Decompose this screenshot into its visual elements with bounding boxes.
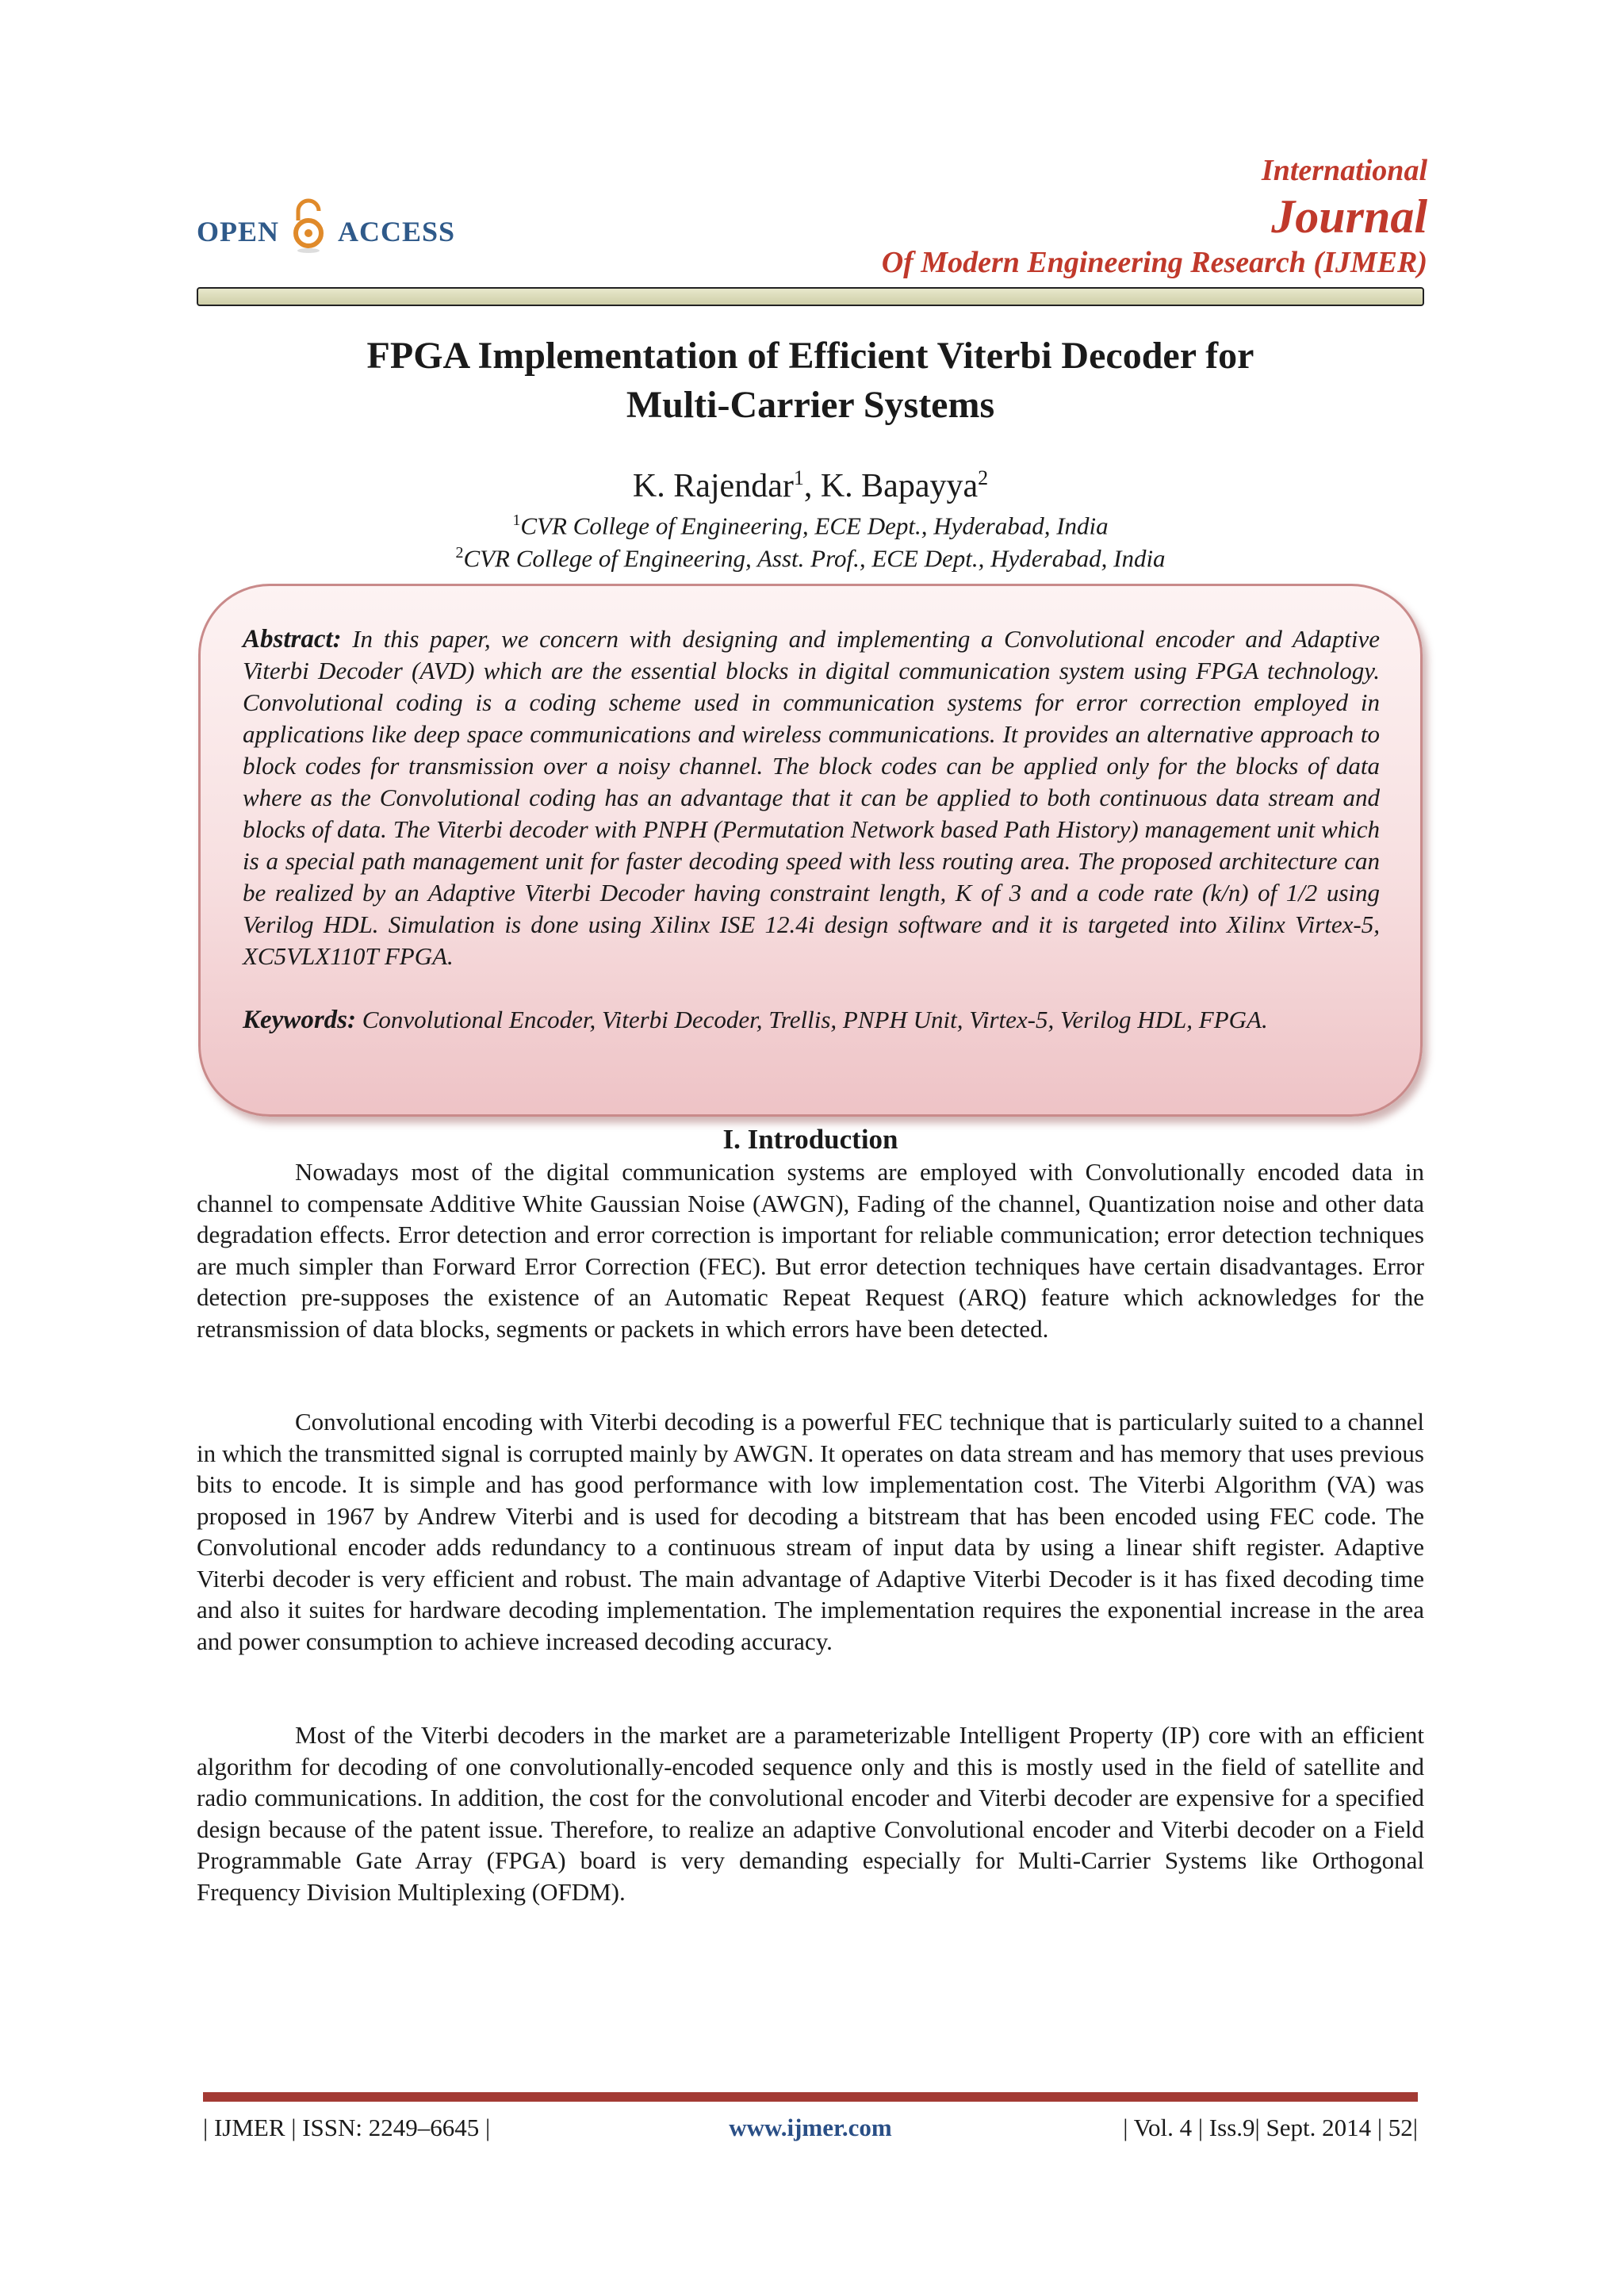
open-access-word-access: ACCESS <box>338 216 456 247</box>
section-heading-introduction: I. Introduction <box>722 1124 898 1155</box>
affiliation-1-mark: 1 <box>512 512 521 529</box>
body-paragraph-2: Convolutional encoding with Viterbi decoding is a powerful FEC technique that is particularly suited to a channel in which the transmitted signal is corrupted mainly by AWGN. It operates on data stream and has memory that uses previous bits to encode. It is simple and has good performance with low implementation cost. The Viterbi Algorithm (VA) was proposed in 1967 by Andrew Viterbi and is used for decoding a bitstream that has been encoded using FEC code. The Convolutional encoder adds redundancy to a continuous stream of input data by using a linear shift register. Adaptive Viterbi decoder is very efficient and robust. The main advantage of Adaptive Viterbi Decoder is it has fixed decoding time and also it suites for hardware decoding implementation. The implementation requires the exponential increase in the area and power consumption to achieve increased decoding accuracy. <box>197 1408 1424 1655</box>
author-1-affil-mark: 1 <box>793 466 804 489</box>
affiliation-1-text: CVR College of Engineering, ECE Dept., Hyderabad, India <box>520 512 1109 540</box>
keywords-label: Keywords: <box>243 1006 356 1034</box>
open-access-word-open: OPEN <box>197 216 280 247</box>
body-paragraph-1: Nowadays most of the digital communication systems are employed with Convolutionally encoded data in channel to compensate Additive White Gaussian Noise (AWGN), Fading of the channel, Quantization noise and other data degradation effects. Error detection and error correction is important for reliable communication; error detection techniques are much simpler than Forward Error Correction (FEC). But error detection techniques have certain disadvantages. Error detection pre-supposes the existence of an Automatic Repeat Request (ARQ) feature which acknowledges for the retransmission of data blocks, segments or packets in which errors have been detected. <box>197 1158 1424 1343</box>
author-list <box>197 456 1424 508</box>
paper-title-line-1: FPGA Implementation of Efficient Viterbi Decoder for <box>366 335 1254 377</box>
author-1: K. Rajendar <box>632 468 794 504</box>
author-2-affil-mark: 2 <box>978 466 989 489</box>
journal-line-international: International <box>1261 154 1427 187</box>
footer-website-link[interactable]: www.ijmer.com <box>729 2114 892 2141</box>
open-access-logo <box>197 203 455 260</box>
keywords-list: Convolutional Encoder, Viterbi Decoder, Trellis, PNPH Unit, Virtex-5, Verilog HDL, FPGA. <box>356 1006 1268 1033</box>
affiliation-2-text: CVR College of Engineering, Asst. Prof., ECE Dept., Hyderabad, India <box>463 544 1166 573</box>
author-separator: , <box>803 468 821 504</box>
abstract-label: Abstract: <box>243 625 342 654</box>
footer-volume-page: | Vol. 4 | Iss.9| Sept. 2014 | 52| <box>1123 2114 1418 2141</box>
footer-divider <box>203 2092 1418 2102</box>
header-divider <box>197 287 1424 306</box>
open-access-lock-icon <box>290 197 327 254</box>
paper-title <box>197 332 1424 430</box>
affiliation-2-mark: 2 <box>455 544 464 562</box>
affiliation-2 <box>197 537 1424 574</box>
keywords <box>243 1001 1380 1039</box>
journal-masthead <box>882 152 1427 281</box>
author-2: K. Bapayya <box>820 468 979 504</box>
abstract-body: In this paper, we concern with designing and implementing a Convolutional encoder and Adaptive Viterbi Decoder (AVD) which are the essential blocks in digital communication system using FPGA technology. Convolutional coding is a coding scheme used in communication systems for error correction employed in applications like deep space communications and wireless communications. It provides an alternative approach to block codes for transmission over a noisy channel. The block codes can be applied only for the blocks of data where as the Convolutional coding has an advantage that it can be applied to both continuous data stream and blocks of data. The Viterbi decoder with PNPH (Permutation Network based Path History) management unit which is a special path management unit for faster decoding speed with less routing area. The proposed architecture can be realized by an Adaptive Viterbi Decoder having constraint length, K of 3 and a code rate (k/n) of 1/2 using Verilog HDL. Simulation is done using Xilinx ISE 12.4i design software and it is targeted into Xilinx Virtex-5, XC5VLX110T FPGA. <box>243 625 1380 970</box>
abstract <box>243 623 1380 972</box>
paper-title-line-2: Multi-Carrier Systems <box>626 384 995 426</box>
journal-line-name: Of Modern Engineering Research (IJMER) <box>881 246 1427 279</box>
footer-issn: | IJMER | ISSN: 2249–6645 | <box>203 2114 491 2141</box>
page-footer <box>203 2111 1418 2145</box>
body-paragraph-3: Most of the Viterbi decoders in the market are a parameterizable Intelligent Property (IP) core with an efficient algorithm for decoding of one convolutionally-encoded sequence only and this is mostly used in the field of satellite and radio communications. In addition, the cost for the convolutional encoder and Viterbi decoder are expensive for a specified design because of the patent issue. Therefore, to realize an adaptive Convolutional encoder and Viterbi decoder on a Field Programmable Gate Array (FPGA) board is very demanding especially for Multi-Carrier Systems like Orthogonal Frequency Division Multiplexing (OFDM). <box>197 1721 1424 1906</box>
journal-line-journal: Journal <box>1271 190 1427 243</box>
